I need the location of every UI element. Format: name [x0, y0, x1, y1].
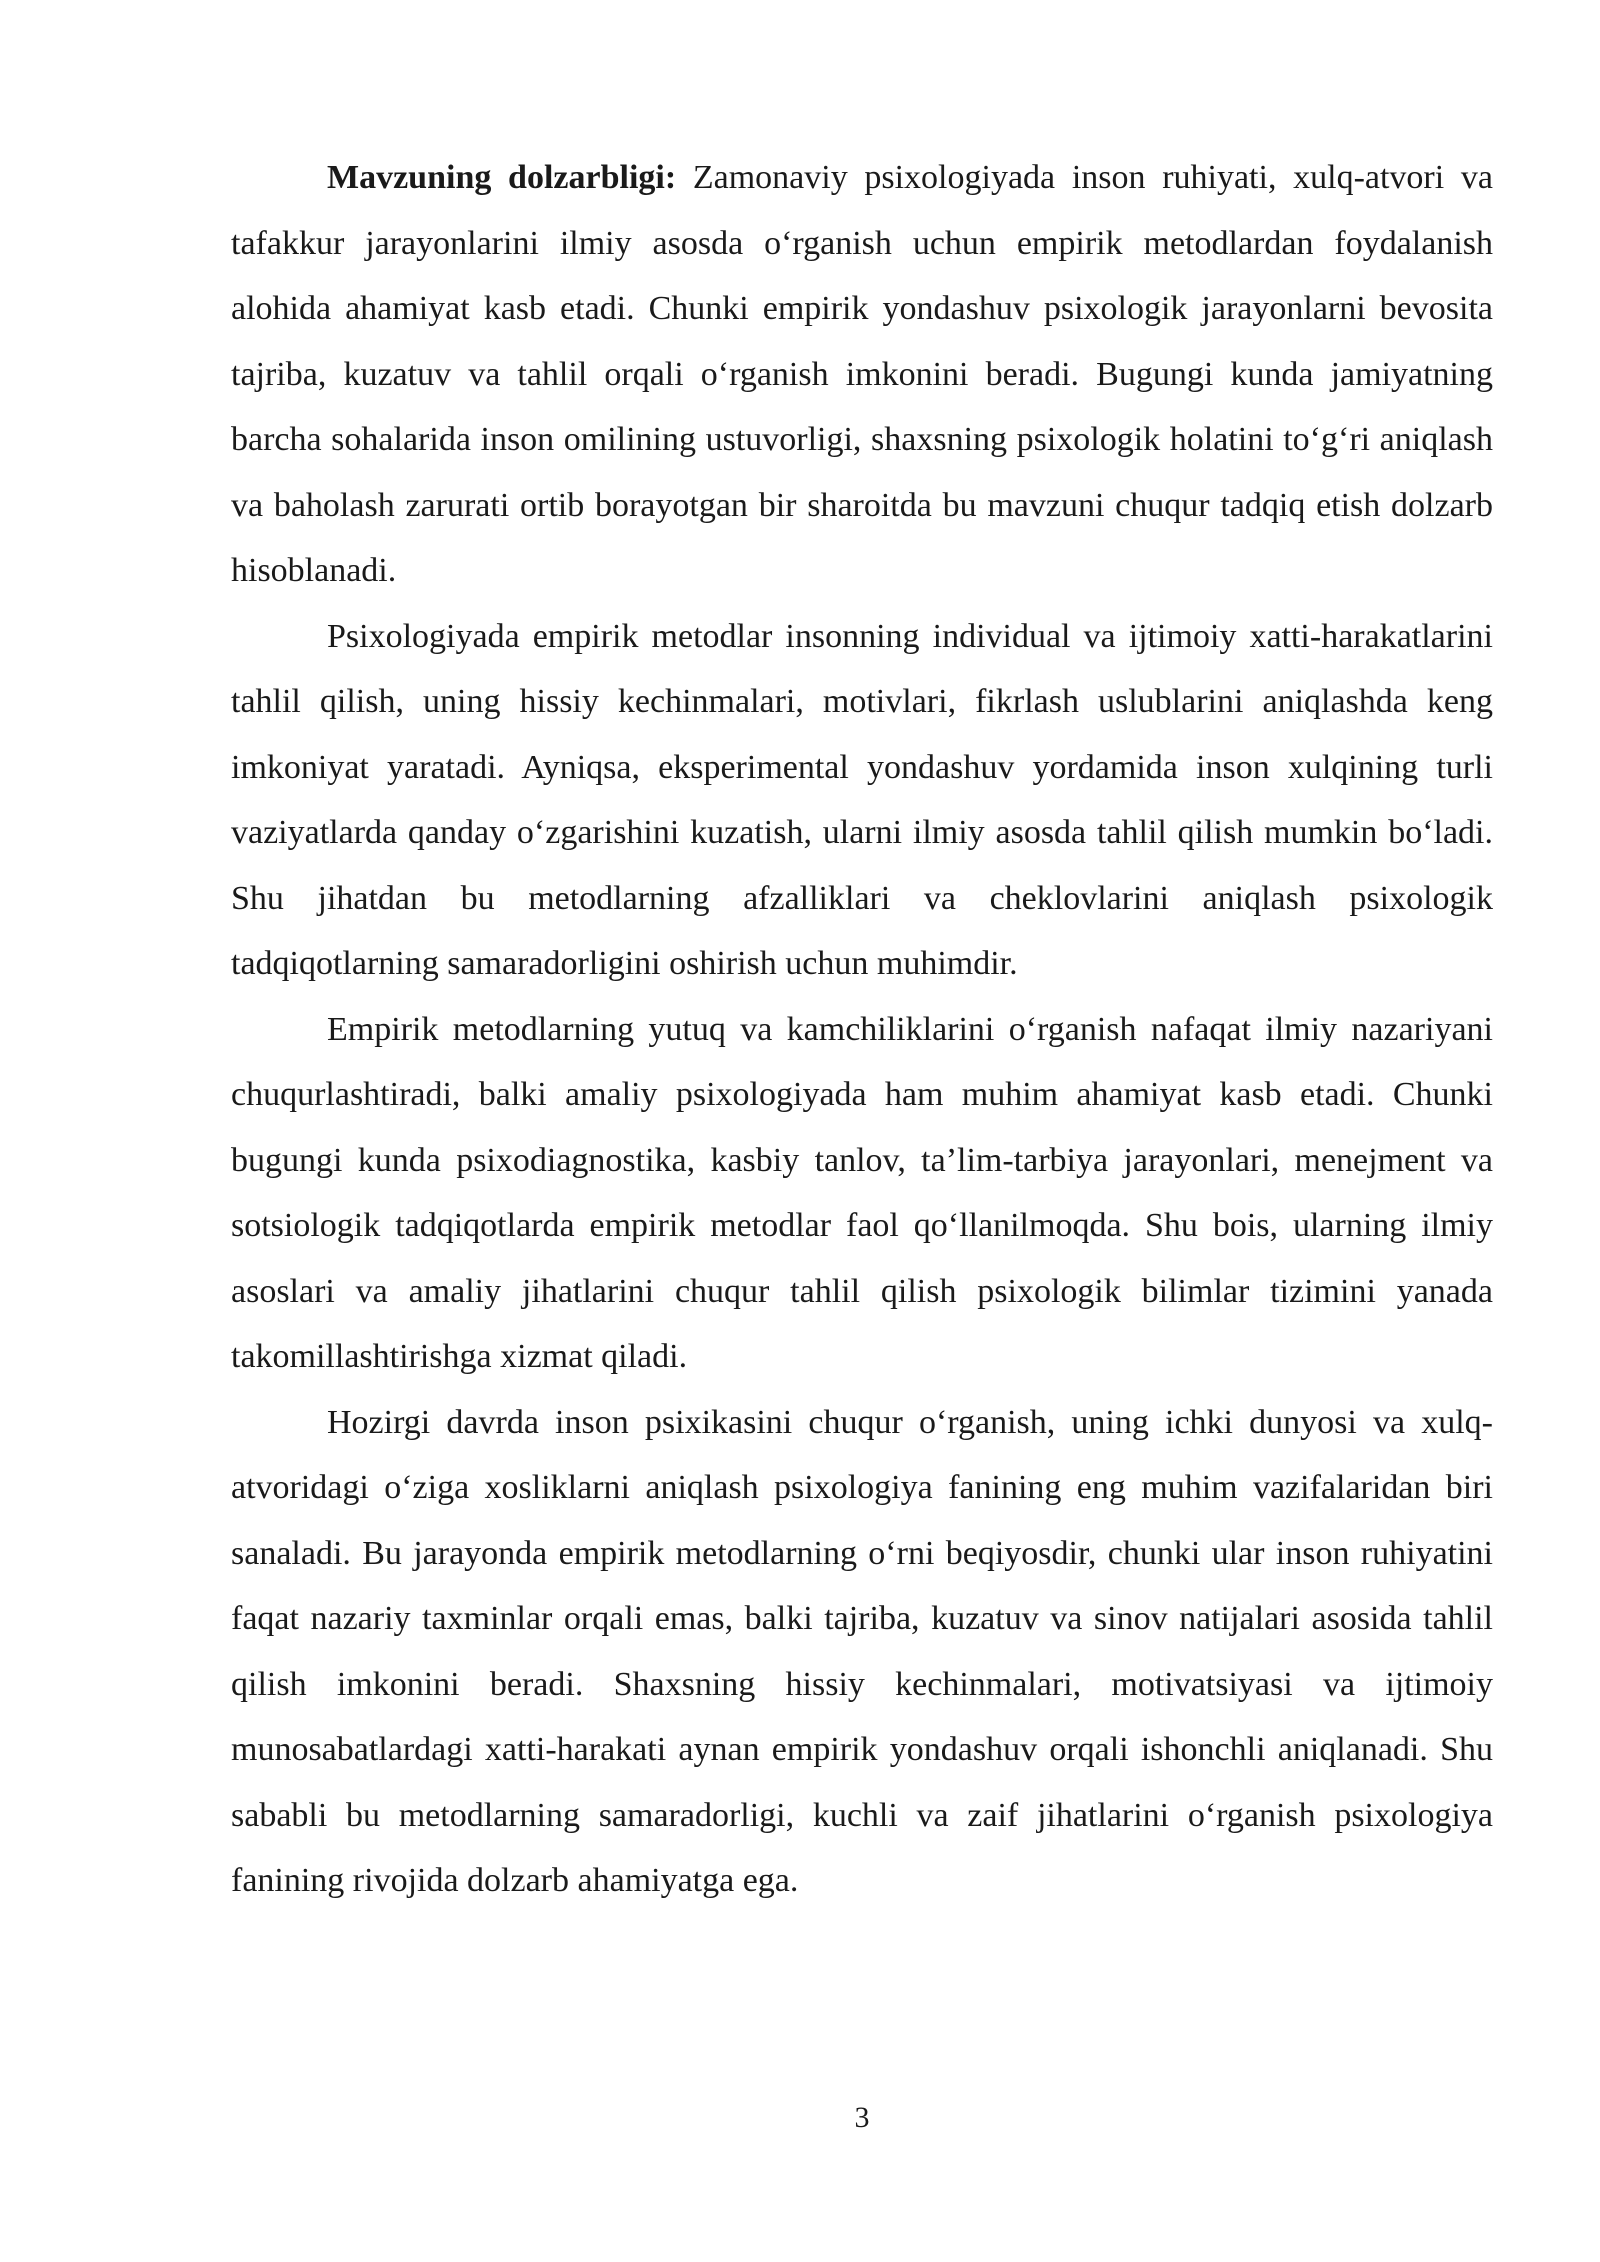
paragraph-3: Empirik metodlarning yutuq va kamchiliklarini o‘rganish nafaqat ilmiy nazariyani chuqurlashtiradi, balki amaliy psixologiyada ham muhim ahamiyat kasb etadi. Chunki bugungi kunda psixodiagnostika, kasbiy tanlov, ta’lim-tarbiya jarayonlari, menejment va sotsiologik tadqiqotlarda empirik metodlar faol qo‘llanilmoqda. Shu bois, ularning ilmiy asoslari va amaliy jihatlarini chuqur tahlil qilish psixologik bilimlar tizimini yanada takomillashtirishga xizmat qiladi. — [231, 1010, 1493, 1375]
paragraph-2: Psixologiyada empirik metodlar insonning individual va ijtimoiy xatti-harakatlarini tahlil qilish, uning hissiy kechinmalari, motivlari, fikrlash uslublarini aniqlashda keng imkoniyat yaratadi. Ayniqsa, eksperimental yondashuv yordamida inson xulqining turli vaziyatlarda qanday o‘zgarishini kuzatish, ularni ilmiy asosda tahlil qilish mumkin bo‘ladi. Shu jihatdan bu metodlarning afzalliklari va cheklovlarini aniqlash psixologik tadqiqotlarning samaradorligini oshirish uchun muhimdir. — [231, 617, 1493, 982]
paragraph-1 — [231, 145, 1493, 604]
page-number: 3 — [854, 2101, 870, 2134]
body-text — [231, 145, 1493, 1914]
section-heading-lead: Mavzuning dolzarbligi: — [327, 159, 677, 196]
paragraph-4: Hozirgi davrda inson psixikasini chuqur o‘rganish, uning ichki dunyosi va xulq-atvoridagi o‘ziga xosliklarni aniqlash psixologiya fanining eng muhim vazifalaridan biri sanaladi. Bu jarayonda empirik metodlarning o‘rni beqiyosdir, chunki ular inson ruhiyatini faqat nazariy taxminlar orqali emas, balki tajriba, kuzatuv va sinov natijalari asosida tahlil qilish imkonini beradi. Shaxsning hissiy kechinmalari, motivatsiyasi va ijtimoiy munosabatlardagi xatti-harakati aynan empirik yondashuv orqali ishonchli aniqlanadi. Shu sababli bu metodlarning samaradorligi, kuchli va zaif jihatlarini o‘rganish psixologiya fanining rivojida dolzarb ahamiyatga ega. — [231, 1403, 1493, 1899]
paragraph-1-text: Zamonaviy psixologiyada inson ruhiyati, xulq-atvori va tafakkur jarayonlarini ilmiy asosda o‘rganish uchun empirik metodlardan foydalanish alohida ahamiyat kasb etadi. Chunki empirik yondashuv psixologik jarayonlarni bevosita tajriba, kuzatuv va tahlil orqali o‘rganish imkonini beradi. Bugungi kunda jamiyatning barcha sohalarida inson omilining ustuvorligi, shaxsning psixologik holatini to‘g‘ri aniqlash va baholash zarurati ortib borayotgan bir sharoitda bu mavzuni chuqur tadqiq etish dolzarb hisoblanadi. — [231, 159, 1493, 589]
